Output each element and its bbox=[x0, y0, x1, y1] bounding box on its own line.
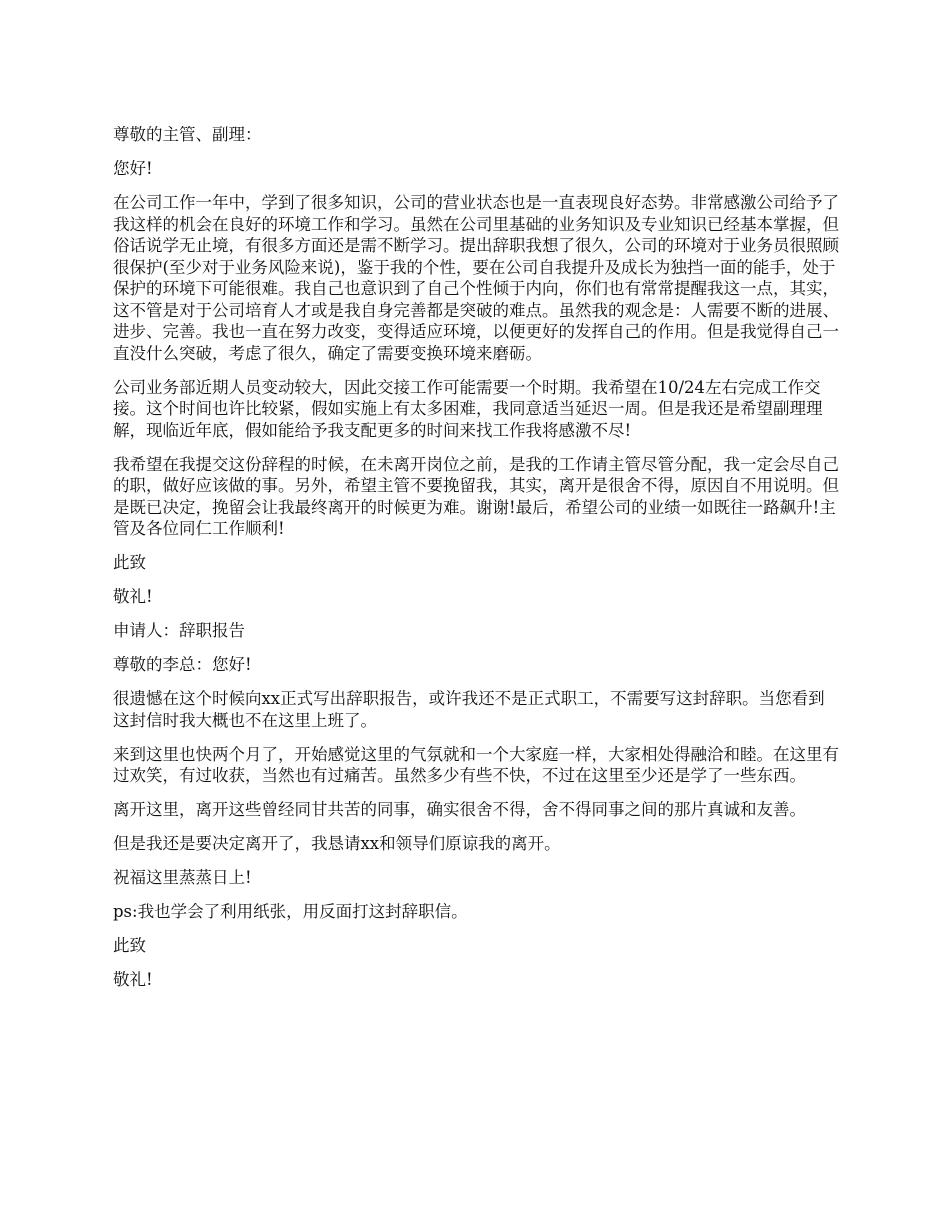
wishes-line: 祝福这里蒸蒸日上! bbox=[113, 868, 252, 887]
body-paragraph-4: 很遗憾在这个时候向xx正式写出辞职报告，或许我还不是正式职工，不需要写这封辞职。当您看到这封信时我大概也不在这里上班了。 bbox=[113, 689, 825, 730]
body-paragraph-2: 公司业务部近期人员变动较大，因此交接工作可能需要一个时期。我希望在10/24左右完成工作交接。这个时间也许比较紧，假如实施上有太多困难，我同意适当延迟一周。但是我还是希望副理理解，现临近年底，假如能给予我支配更多的时间来找工作我将感激不尽! bbox=[113, 377, 823, 440]
letter-body bbox=[113, 124, 841, 1003]
salutation-2: 尊敬的李总：您好! bbox=[113, 655, 252, 674]
greeting-1: 您好! bbox=[113, 159, 153, 178]
body-paragraph-6: 离开这里，离开这些曾经同甘共苦的同事，确实很舍不得，舍不得同事之间的那片真诚和友善。 bbox=[113, 800, 806, 819]
closing-regards-1: 敬礼! bbox=[113, 587, 153, 606]
body-paragraph-1: 在公司工作一年中，学到了很多知识，公司的营业状态也是一直表现良好态势。非常感激公司给予了我这样的机会在良好的环境工作和学习。虽然在公司里基础的业务知识及专业知识已经基本掌握，但俗话说学无止境，有很多方面还是需不断学习。提出辞职我想了很久，公司的环境对于业务员很照顾很保护(至少对于业务风险来说)，鉴于我的个性，要在公司自我提升及成长为独挡一面的能手，处于保护的环境下可能很难。我自己也意识到了自己个性倾于内向，你们也有常常提醒我这一点，其实，这不管是对于公司培育人才或是我自身完善都是突破的难点。虽然我的观念是：人需要不断的进展、进步、完善。我也一直在努力改变，变得适应环境，以便更好的发挥自己的作用。但是我觉得自己一直没什么突破，考虑了很久，确定了需要变换环境来磨砺。 bbox=[113, 193, 839, 363]
body-paragraph-5: 来到这里也快两个月了，开始感觉这里的气氛就和一个大家庭一样，大家相处得融洽和睦。在这里有过欢笑，有过收获，当然也有过痛苦。虽然多少有些不快，不过在这里至少还是学了一些东西。 bbox=[113, 744, 839, 785]
postscript-line: ps:我也学会了利用纸张，用反面打这封辞职信。 bbox=[113, 902, 468, 921]
closing-line-1: 此致 bbox=[113, 553, 146, 572]
salutation-1: 尊敬的主管、副理： bbox=[113, 125, 262, 144]
body-paragraph-7: 但是我还是要决定离开了，我恳请xx和领导们原谅我的离开。 bbox=[113, 834, 561, 853]
closing-regards-2: 敬礼! bbox=[113, 970, 153, 989]
applicant-line: 申请人：辞职报告 bbox=[113, 621, 245, 640]
body-paragraph-3: 我希望在我提交这份辞程的时候，在未离开岗位之前，是我的工作请主管尽管分配，我一定会尽自己的职，做好应该做的事。另外，希望主管不要挽留我，其实，离开是很舍不得，原因自不用说明。但是既已决定，挽留会让我最终离开的时候更为难。谢谢!最后，希望公司的业绩一如既往一路飙升!主管及各位同仁工作顺利! bbox=[113, 454, 839, 538]
closing-line-2: 此致 bbox=[113, 936, 146, 955]
